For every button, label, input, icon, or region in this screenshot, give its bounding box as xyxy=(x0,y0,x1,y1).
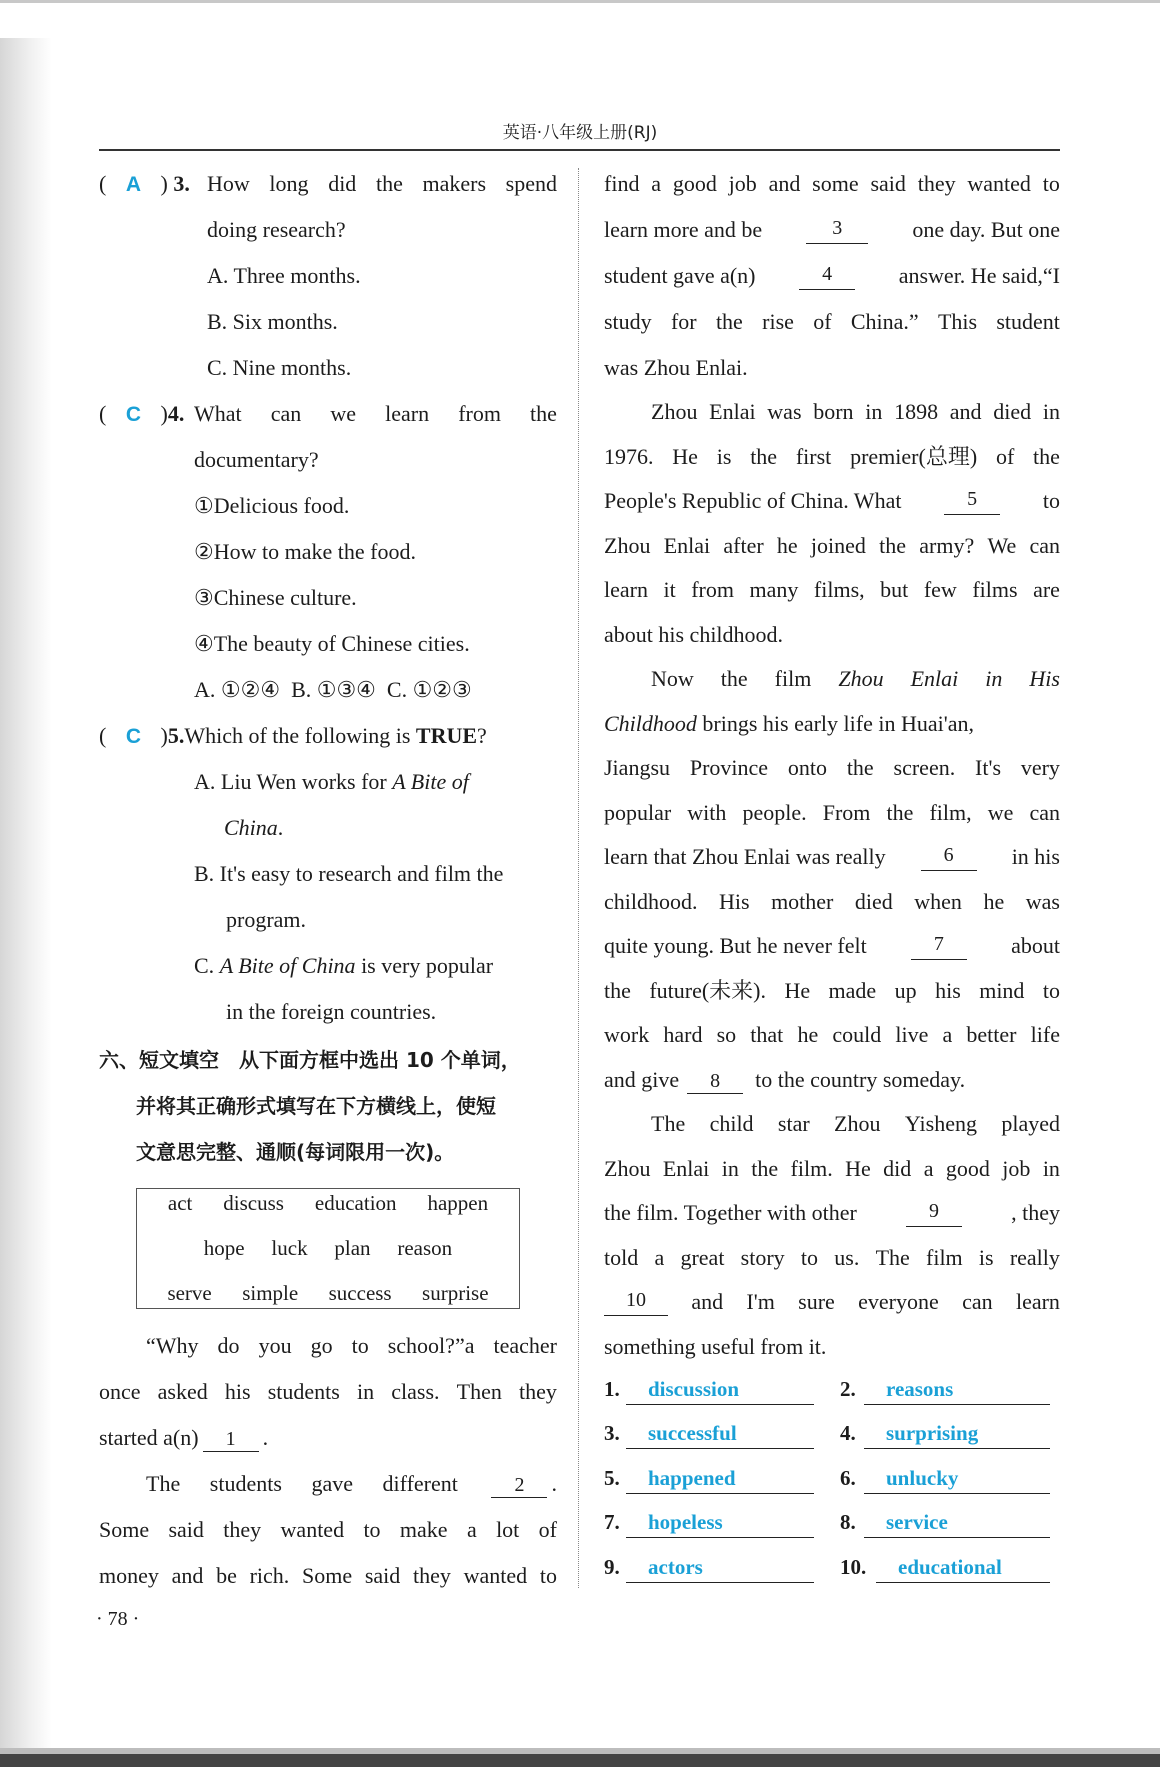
q3-stem-line1: How long did the makers spend xyxy=(207,171,557,196)
passage-line: quite young. But he never felt 7 about xyxy=(604,933,1060,958)
answer-1: 1. discussion xyxy=(604,1377,814,1405)
answer-6: 6. unlucky xyxy=(840,1466,1050,1494)
question-5: ( C )5.Which of the following is TRUE? xyxy=(99,723,487,748)
blank-2: 2 xyxy=(491,1473,547,1498)
answer-choice-4: C xyxy=(125,403,141,426)
column-divider xyxy=(578,168,579,1588)
passage-line: student gave a(n) 4 answer. He said,“I xyxy=(604,263,1060,288)
word-bank-box xyxy=(136,1188,520,1309)
passage-line: childhood. His mother died when he was xyxy=(604,889,1060,914)
passage-line: Childhood brings his early life in Huai'an, xyxy=(604,711,974,736)
answer-7: 7. hopeless xyxy=(604,1510,814,1538)
word-bank-word: reason xyxy=(397,1236,453,1260)
passage-line: popular with people. From the film, we can xyxy=(604,800,1060,825)
header-rule xyxy=(99,149,1060,151)
word-bank-word: success xyxy=(328,1281,392,1305)
answer-4: 4. surprising xyxy=(840,1421,1050,1449)
q4-options xyxy=(194,676,472,704)
passage-line: The child star Zhou Yisheng played xyxy=(651,1111,1060,1136)
blank-6: 6 xyxy=(921,843,977,871)
word-bank-word: discuss xyxy=(223,1191,284,1215)
q3-option-a: A. Three months. xyxy=(207,263,361,288)
passage-line: and give 8 to the country someday. xyxy=(604,1067,966,1092)
passage-line: the film. Together with other 9 , they xyxy=(604,1200,1060,1225)
passage-line: Zhou Enlai in the film. He did a good job in xyxy=(604,1156,1060,1181)
answer-3: 3. successful xyxy=(604,1421,814,1449)
word-bank-word: act xyxy=(167,1191,193,1215)
word-bank-word: serve xyxy=(167,1281,212,1305)
q5-option-a-line2: China. xyxy=(224,815,284,840)
q3-option-b: B. Six months. xyxy=(207,309,338,334)
word-bank-row-2 xyxy=(137,1236,519,1261)
section-6-instruction-line1: 六、短文填空 从下面方框中选出 10 个单词， xyxy=(99,1048,521,1072)
q4-stem-line1: What can we learn from the xyxy=(194,401,557,426)
passage-line: Some said they wanted to make a lot of xyxy=(99,1517,557,1542)
word-bank-word: happen xyxy=(427,1191,489,1215)
passage-line: started a(n) 1 . xyxy=(99,1425,269,1450)
passage-line: 10 and I'm sure everyone can learn xyxy=(604,1288,1060,1316)
blank-9: 9 xyxy=(906,1199,962,1227)
word-bank-row-3 xyxy=(137,1281,519,1306)
question-number: 3. xyxy=(173,171,190,196)
passage-line: The students gave different 2 . xyxy=(146,1471,557,1496)
q3-stem-line2: doing research? xyxy=(207,217,346,242)
answer-choice-5: C xyxy=(125,725,141,748)
q5-option-c-line2: in the foreign countries. xyxy=(226,999,437,1024)
word-bank-word: education xyxy=(314,1191,397,1215)
page-number: · 78 · xyxy=(96,1608,140,1630)
blank-7: 7 xyxy=(911,932,967,960)
word-bank-row-1 xyxy=(137,1191,519,1216)
q4-option-a: A. ①②④ xyxy=(194,677,281,702)
passage-line: Zhou Enlai after he joined the army? We can xyxy=(604,533,1060,558)
passage-line: learn more and be 3 one day. But one xyxy=(604,217,1060,242)
answer-10: 10. educational xyxy=(840,1555,1050,1583)
top-rule xyxy=(0,0,1160,3)
blank-8: 8 xyxy=(687,1069,743,1094)
passage-line: once asked his students in class. Then they xyxy=(99,1379,557,1404)
passage-line: Zhou Enlai was born in 1898 and died in xyxy=(651,399,1060,424)
word-bank-word: simple xyxy=(242,1281,299,1305)
q3-option-c: C. Nine months. xyxy=(207,355,352,380)
section-6-instruction-line3: 文意思完整、通顺(每词限用一次)。 xyxy=(136,1140,455,1164)
passage-line: People's Republic of China. What 5 to xyxy=(604,488,1060,513)
passage-line: the future(未来). He made up his mind to xyxy=(604,978,1060,1003)
bottom-bar xyxy=(0,1754,1160,1767)
section-6-instruction-line2: 并将其正确形式填写在下方横线上，使短 xyxy=(136,1094,496,1118)
q4-option-c: C. ①②③ xyxy=(386,677,472,702)
passage-line: learn it from many films, but few films are xyxy=(604,577,1060,602)
answer-bracket-close: ) xyxy=(160,171,168,196)
blank-3: 3 xyxy=(806,216,868,244)
answer-9: 9. actors xyxy=(604,1555,814,1583)
blank-5: 5 xyxy=(944,487,1000,515)
q5-option-b: B. It's easy to research and film the xyxy=(194,861,504,886)
passage-line: about his childhood. xyxy=(604,622,784,647)
answer-choice-3: A xyxy=(125,173,141,196)
passage-line: study for the rise of China.” This student xyxy=(604,309,1060,334)
question-4: ( C )4. xyxy=(99,401,185,426)
passage-line: told a great story to us. The film is really xyxy=(604,1245,1060,1270)
blank-10: 10 xyxy=(604,1288,668,1316)
answer-5: 5. happened xyxy=(604,1466,814,1494)
answer-2: 2. reasons xyxy=(840,1377,1050,1405)
passage-line: something useful from it. xyxy=(604,1334,827,1359)
q5-option-b-line2: program. xyxy=(226,907,307,932)
passage-line: “Why do you go to school?”a teacher xyxy=(146,1333,557,1358)
page-header-title: 英语·八年级上册(RJ) xyxy=(502,123,658,143)
q4-option-b: B. ①③④ xyxy=(291,677,376,702)
q4-item-1: ①Delicious food. xyxy=(194,493,350,518)
blank-4: 4 xyxy=(799,262,855,290)
passage-line: Jiangsu Province onto the screen. It's very xyxy=(604,755,1060,780)
q4-item-4: ④The beauty of Chinese cities. xyxy=(194,631,470,656)
q5-option-a: A. Liu Wen works for A Bite of xyxy=(194,769,469,794)
answer-bracket-open: ( xyxy=(99,171,107,196)
word-bank-word: luck xyxy=(271,1236,308,1260)
word-bank-word: hope xyxy=(203,1236,245,1260)
passage-line: work hard so that he could live a better life xyxy=(604,1022,1060,1047)
blank-1: 1 xyxy=(203,1427,259,1452)
q4-item-3: ③Chinese culture. xyxy=(194,585,357,610)
q5-option-c: C. A Bite of China is very popular xyxy=(194,953,494,978)
word-bank-word: surprise xyxy=(422,1281,489,1305)
passage-line: find a good job and some said they wanted to xyxy=(604,171,1060,196)
page-edge-shadow xyxy=(0,38,52,1748)
q4-item-2: ②How to make the food. xyxy=(194,539,416,564)
answer-8: 8. service xyxy=(840,1510,1050,1538)
passage-line: was Zhou Enlai. xyxy=(604,355,748,380)
q4-stem-line2: documentary? xyxy=(194,447,319,472)
passage-line: Now the film Zhou Enlai in His xyxy=(651,666,1060,691)
passage-line: money and be rich. Some said they wanted to xyxy=(99,1563,557,1588)
passage-line: learn that Zhou Enlai was really 6 in his xyxy=(604,844,1060,869)
word-bank-word: plan xyxy=(334,1236,371,1260)
passage-line: 1976. He is the first premier(总理) of the xyxy=(604,444,1060,469)
